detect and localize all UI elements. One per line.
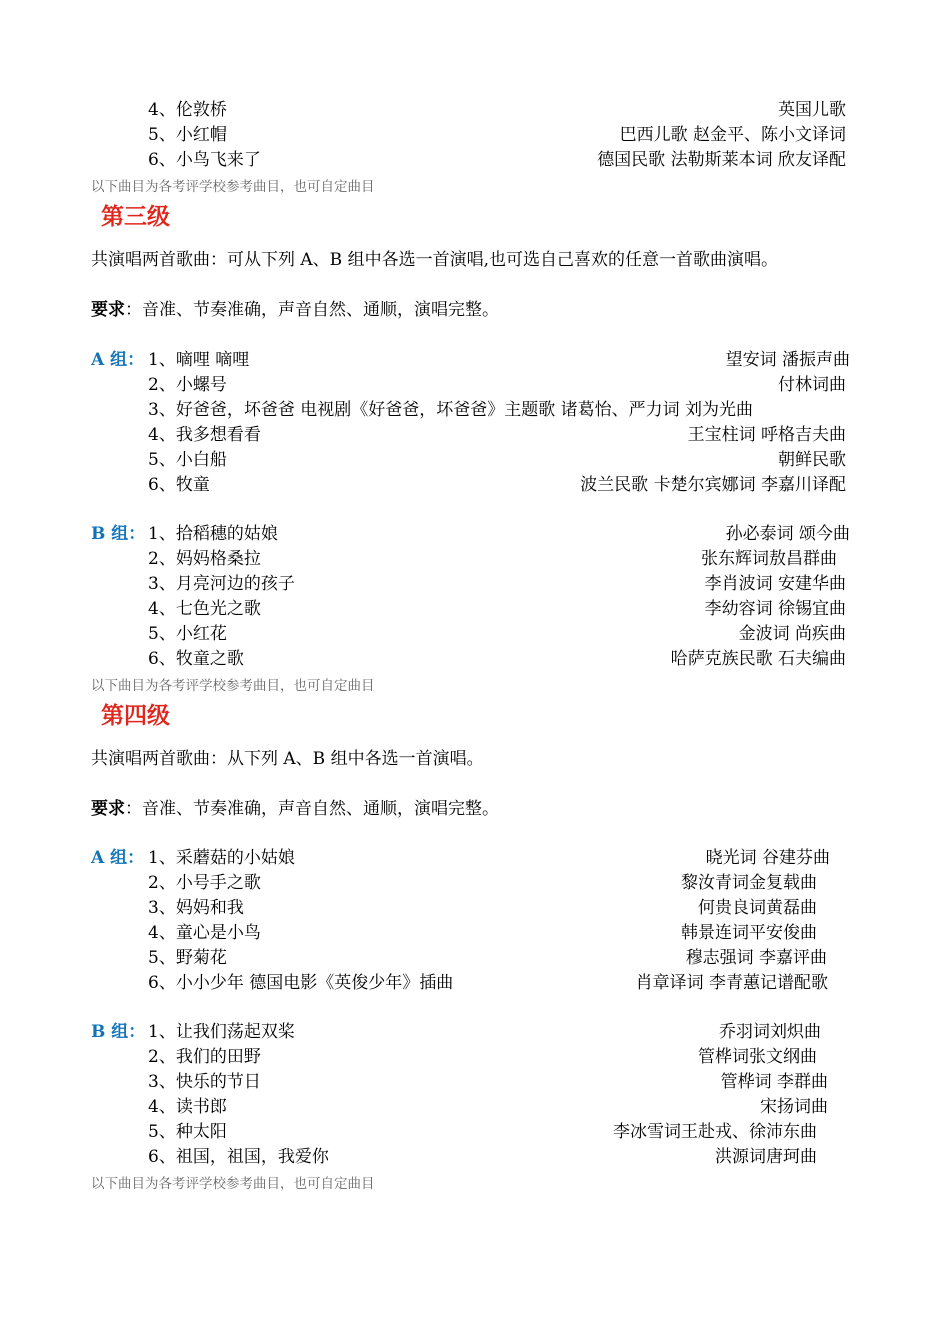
song-credit: 朝鲜民歌 <box>778 450 846 470</box>
list-item: 6、牧童 <box>148 475 210 495</box>
song-credit: 何贵良词黄磊曲 <box>698 898 817 918</box>
group-b-label: B 组： <box>91 1022 146 1042</box>
list-item: 3、月亮河边的孩子 <box>148 574 295 594</box>
reference-note: 以下曲目为各考评学校参考曲目，也可自定曲目 <box>91 678 375 694</box>
song-credit: 洪源词唐珂曲 <box>715 1147 817 1167</box>
song-credit: 金波词 尚疾曲 <box>738 624 846 644</box>
song-credit: 孙必泰词 颂今曲 <box>725 524 850 544</box>
list-item: 6、牧童之歌 <box>148 649 244 669</box>
song-credit: 管桦词张文纲曲 <box>698 1047 817 1067</box>
group-a-label: A 组： <box>91 848 145 868</box>
song-credit: 李冰雪词王赴戎、徐沛东曲 <box>613 1122 817 1142</box>
group-a-label: A 组： <box>91 350 145 370</box>
list-item: 6、祖国，祖国，我爱你 <box>148 1147 329 1167</box>
list-item: 2、小号手之歌 <box>148 873 261 893</box>
list-item: 3、快乐的节日 <box>148 1072 261 1092</box>
song-credit: 哈萨克族民歌 石夫编曲 <box>670 649 846 669</box>
song-credit: 王宝柱词 呼格吉夫曲 <box>687 425 846 445</box>
list-item: 5、小红花 <box>148 624 227 644</box>
song-credit: 波兰民歌 卡楚尔宾娜词 李嘉川译配 <box>580 475 846 495</box>
list-item: 1、拾稻穗的姑娘 <box>148 524 278 544</box>
list-item: 5、小红帽 <box>148 125 227 145</box>
level-3-intro: 共演唱两首歌曲：可从下列 A、B 组中各选一首演唱,也可选自己喜欢的任意一首歌曲演唱。 <box>91 250 778 270</box>
list-item: 1、嘀哩 嘀哩 <box>148 350 250 370</box>
song-credit: 晓光词 谷建芬曲 <box>705 848 830 868</box>
level-3-heading: 第三级 <box>101 203 170 230</box>
song-credit: 黎汝青词金复载曲 <box>681 873 817 893</box>
list-item: 6、小鸟飞来了 <box>148 150 261 170</box>
song-credit: 宋扬词曲 <box>760 1097 828 1117</box>
list-item: 4、伦敦桥 <box>148 100 227 120</box>
song-credit: 张东辉词敖昌群曲 <box>701 549 837 569</box>
song-credit: 巴西儿歌 赵金平、陈小文译词 <box>619 125 846 145</box>
song-credit: 韩景连词平安俊曲 <box>681 923 817 943</box>
level-3-requirement: 要求：音准、节奏准确，声音自然、通顺，演唱完整。 <box>91 300 499 320</box>
song-credit: 肖章译词 李青蕙记谱配歌 <box>635 973 828 993</box>
song-credit: 德国民歌 法勒斯莱本词 欣友译配 <box>597 150 846 170</box>
list-item: 5、小白船 <box>148 450 227 470</box>
song-credit: 望安词 潘振声曲 <box>725 350 850 370</box>
list-item: 4、童心是小鸟 <box>148 923 261 943</box>
song-credit: 英国儿歌 <box>778 100 846 120</box>
song-credit: 管桦词 李群曲 <box>720 1072 828 1092</box>
list-item: 4、七色光之歌 <box>148 599 261 619</box>
list-item: 1、让我们荡起双桨 <box>148 1022 295 1042</box>
song-credit: 穆志强词 李嘉评曲 <box>685 948 827 968</box>
list-item: 5、野菊花 <box>148 948 227 968</box>
list-item: 6、小小少年 德国电影《英俊少年》插曲 <box>148 973 454 993</box>
list-item: 3、好爸爸，坏爸爸 电视剧《好爸爸，坏爸爸》主题歌 诸葛怡、严力词 刘为光曲 <box>148 400 754 420</box>
song-credit: 李肖波词 安建华曲 <box>704 574 846 594</box>
list-item: 5、种太阳 <box>148 1122 227 1142</box>
list-item: 4、读书郎 <box>148 1097 227 1117</box>
list-item: 2、我们的田野 <box>148 1047 261 1067</box>
group-b-label: B 组： <box>91 524 146 544</box>
song-credit: 李幼容词 徐锡宜曲 <box>704 599 846 619</box>
list-item: 1、采蘑菇的小姑娘 <box>148 848 295 868</box>
reference-note: 以下曲目为各考评学校参考曲目，也可自定曲目 <box>91 179 375 195</box>
level-4-heading: 第四级 <box>101 702 170 729</box>
level-4-requirement: 要求：音准、节奏准确，声音自然、通顺，演唱完整。 <box>91 799 499 819</box>
list-item: 4、我多想看看 <box>148 425 261 445</box>
level-4-intro: 共演唱两首歌曲：从下列 A、B 组中各选一首演唱。 <box>91 749 484 769</box>
song-credit: 付林词曲 <box>778 375 846 395</box>
list-item: 2、小螺号 <box>148 375 227 395</box>
list-item: 2、妈妈格桑拉 <box>148 549 261 569</box>
reference-note: 以下曲目为各考评学校参考曲目，也可自定曲目 <box>91 1176 375 1192</box>
list-item: 3、妈妈和我 <box>148 898 244 918</box>
song-credit: 乔羽词刘炽曲 <box>719 1022 821 1042</box>
